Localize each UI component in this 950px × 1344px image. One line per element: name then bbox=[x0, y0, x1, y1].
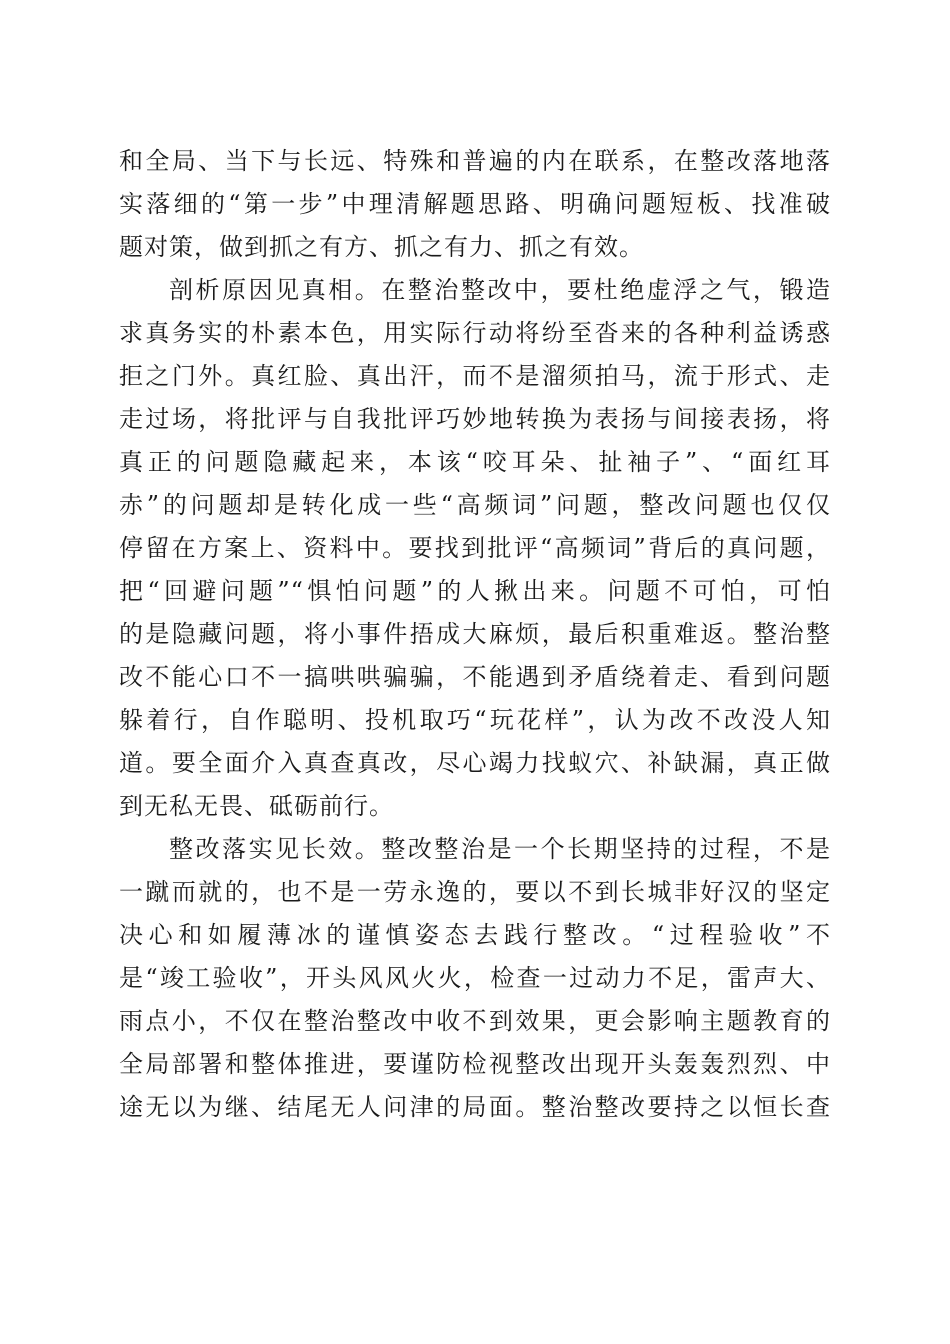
text-line: 整改落实见长效。整改整治是一个长期坚持的过程，不是 bbox=[169, 835, 831, 863]
text-line: 到无私无畏、砥砺前行。 bbox=[119, 792, 394, 820]
text-line: 真正的问题隐藏起来，本该“咬耳朵、扯袖子”、“面红耳 bbox=[119, 448, 831, 476]
text-line: 走过场，将批评与自我批评巧妙地转换为表扬与间接表扬，将 bbox=[119, 405, 831, 433]
text-line: 改不能心口不一搞哄哄骗骗，不能遇到矛盾绕着走、看到问题 bbox=[119, 663, 831, 691]
text-line: 赤”的问题却是转化成一些“高频词”问题，整改问题也仅仅 bbox=[119, 491, 831, 519]
text-line: 题对策，做到抓之有方、抓之有力、抓之有效。 bbox=[119, 233, 644, 261]
text-line: 雨点小，不仅在整治整改中收不到效果，更会影响主题教育的 bbox=[119, 1007, 831, 1035]
text-line: 决心和如履薄冰的谨慎姿态去践行整改。“过程验收”不 bbox=[119, 921, 831, 949]
text-line: 的是隐藏问题，将小事件捂成大麻烦，最后积重难返。整治整 bbox=[119, 620, 831, 648]
text-line: 求真务实的朴素本色，用实际行动将纷至沓来的各种利益诱惑 bbox=[119, 319, 831, 347]
text-line: 停留在方案上、资料中。要找到批评“高频词”背后的真问题， bbox=[119, 534, 831, 562]
text-line: 把“回避问题”“惧怕问题”的人揪出来。问题不可怕，可怕 bbox=[119, 577, 831, 605]
text-line: 全局部署和整体推进，要谨防检视整改出现开头轰轰烈烈、中 bbox=[119, 1050, 831, 1078]
text-line: 实落细的“第一步”中理清解题思路、明确问题短板、找准破 bbox=[119, 190, 831, 218]
text-line: 躲着行，自作聪明、投机取巧“玩花样”，认为改不改没人知 bbox=[119, 706, 831, 734]
text-line: 剖析原因见真相。在整治整改中，要杜绝虚浮之气，锻造 bbox=[169, 276, 831, 304]
document-body bbox=[119, 140, 831, 1129]
text-line: 途无以为继、结尾无人问津的局面。整治整改要持之以恒长查 bbox=[119, 1093, 831, 1121]
text-line: 一蹴而就的，也不是一劳永逸的，要以不到长城非好汉的坚定 bbox=[119, 878, 831, 906]
text-line: 拒之门外。真红脸、真出汗，而不是溜须拍马，流于形式、走 bbox=[119, 362, 831, 390]
text-line: 和全局、当下与长远、特殊和普遍的内在联系，在整改落地落 bbox=[119, 147, 831, 175]
text-line: 道。要全面介入真查真改，尽心竭力找蚁穴、补缺漏，真正做 bbox=[119, 749, 831, 777]
text-line: 是“竣工验收”，开头风风火火，检查一过动力不足，雷声大、 bbox=[119, 964, 831, 992]
